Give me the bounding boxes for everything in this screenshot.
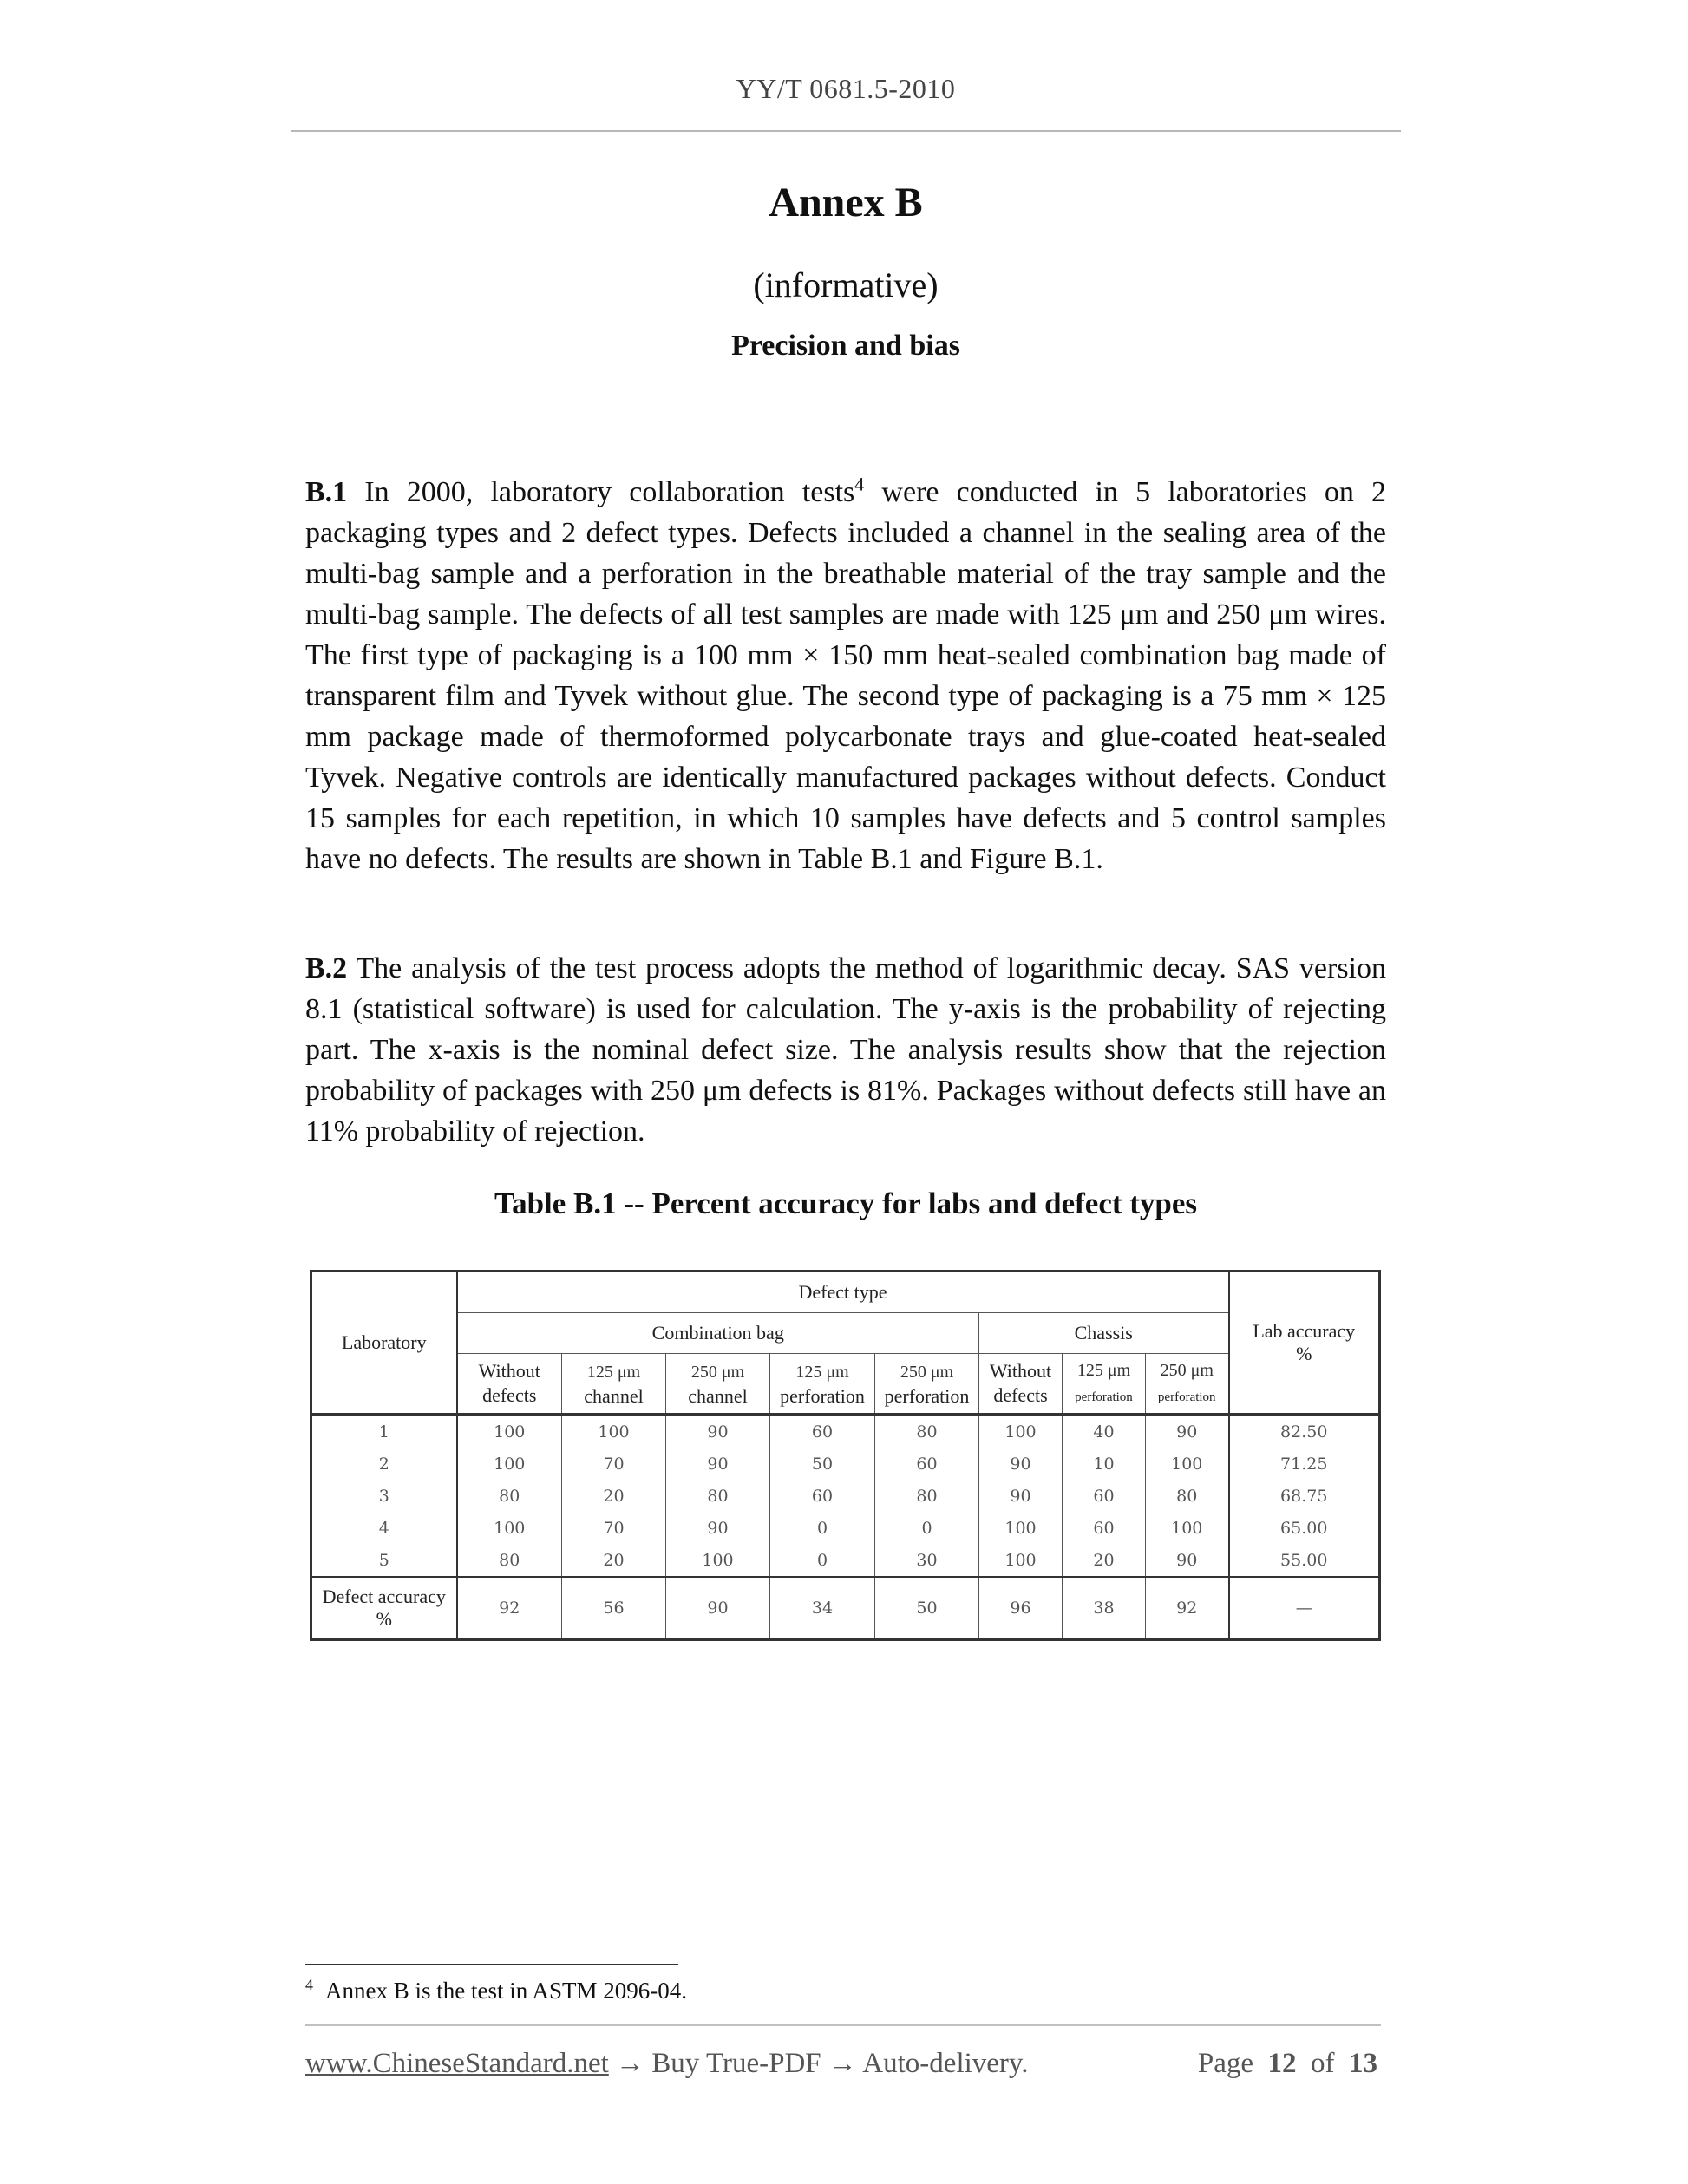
accuracy-cell: 100 bbox=[1146, 1448, 1229, 1480]
footnote bbox=[305, 1978, 687, 2004]
header-cb-250-perforation-size: 250 μm bbox=[900, 1362, 954, 1382]
accuracy-cell: 80 bbox=[875, 1480, 979, 1512]
lab-accuracy-cell: 65.00 bbox=[1229, 1512, 1380, 1544]
lab-number-cell: 2 bbox=[311, 1448, 457, 1480]
table-row bbox=[311, 1544, 1380, 1577]
defect-accuracy-cell: 50 bbox=[875, 1577, 979, 1640]
header-laboratory: Laboratory bbox=[311, 1272, 457, 1415]
lab-accuracy-cell: 68.75 bbox=[1229, 1480, 1380, 1512]
lab-number-cell: 4 bbox=[311, 1512, 457, 1544]
lab-accuracy-cell: 55.00 bbox=[1229, 1544, 1380, 1577]
accuracy-cell: 0 bbox=[875, 1512, 979, 1544]
header-cb-250-perforation bbox=[875, 1354, 979, 1415]
accuracy-cell: 80 bbox=[499, 1486, 520, 1506]
accuracy-cell: 90 bbox=[979, 1480, 1063, 1512]
header-cb-250-channel-size: 250 μm bbox=[690, 1362, 745, 1382]
header-cb-250-channel bbox=[666, 1354, 770, 1415]
defect-accuracy-cell: 92 bbox=[1146, 1577, 1229, 1640]
header-lab-accuracy-label: Lab accuracy bbox=[1253, 1320, 1356, 1342]
section-b1-text-start: In 2000, laboratory collaboration tests bbox=[347, 476, 855, 508]
of-label: of bbox=[1311, 2048, 1335, 2079]
page-number: 12 bbox=[1267, 2048, 1297, 2079]
accuracy-cell: 0 bbox=[770, 1544, 875, 1577]
defect-accuracy-cell: 34 bbox=[770, 1577, 875, 1640]
footer-promo-text: → Buy True-PDF → Auto-delivery. bbox=[608, 2048, 1029, 2079]
accuracy-cell: 20 bbox=[562, 1544, 666, 1577]
header-cb-250-channel-type: channel bbox=[688, 1384, 748, 1407]
section-b2-paragraph bbox=[305, 948, 1386, 1152]
accuracy-cell: 100 bbox=[494, 1518, 526, 1538]
header-divider bbox=[291, 130, 1401, 132]
defect-accuracy-cell: 92 bbox=[457, 1577, 562, 1640]
annex-title: Annex B bbox=[769, 180, 923, 226]
section-b1-paragraph bbox=[305, 472, 1386, 879]
header-ch-without-defects bbox=[979, 1354, 1063, 1415]
header-combination-bag: Combination bag bbox=[457, 1313, 979, 1354]
accuracy-cell: 90 bbox=[666, 1512, 770, 1544]
accuracy-cell: 100 bbox=[1146, 1512, 1229, 1544]
page-total: 13 bbox=[1349, 2048, 1377, 2079]
defect-accuracy-label-l1: Defect accuracy bbox=[322, 1586, 446, 1607]
accuracy-cell: 40 bbox=[1063, 1415, 1146, 1448]
header-chassis: Chassis bbox=[979, 1313, 1229, 1354]
header-ch-250-perforation bbox=[1146, 1354, 1229, 1415]
lab-accuracy-cell: 71.25 bbox=[1229, 1448, 1380, 1480]
accuracy-cell: 80 bbox=[875, 1415, 979, 1448]
footnote-reference: 4 bbox=[854, 473, 865, 495]
document-id-header: YY/T 0681.5-2010 bbox=[736, 73, 956, 104]
accuracy-cell: 90 bbox=[1146, 1415, 1229, 1448]
accuracy-cell: 100 bbox=[979, 1415, 1063, 1448]
header-lab-accuracy bbox=[1229, 1272, 1380, 1415]
lab-number-cell: 1 bbox=[311, 1415, 457, 1448]
annex-heading: Precision and bias bbox=[731, 330, 960, 362]
footer-divider bbox=[305, 2024, 1381, 2026]
section-b2-number: B.2 bbox=[305, 952, 348, 984]
defect-accuracy-cell: 96 bbox=[979, 1577, 1063, 1640]
defect-accuracy-cell: 38 bbox=[1063, 1577, 1146, 1640]
table-row bbox=[311, 1415, 1380, 1448]
lab-accuracy-cell: 82.50 bbox=[1229, 1415, 1380, 1448]
header-lab-accuracy-unit: % bbox=[1296, 1343, 1312, 1364]
header-cb-without-defects bbox=[457, 1354, 562, 1415]
defect-accuracy-cell: 90 bbox=[666, 1577, 770, 1640]
accuracy-cell: 30 bbox=[875, 1544, 979, 1577]
accuracy-cell: 0 bbox=[770, 1512, 875, 1544]
accuracy-cell: 100 bbox=[666, 1544, 770, 1577]
table-body bbox=[311, 1415, 1380, 1578]
accuracy-cell: 60 bbox=[770, 1415, 875, 1448]
header-ch-125-perforation-type: perforation bbox=[1075, 1390, 1133, 1404]
footer-promo bbox=[305, 2048, 1029, 2080]
annex-subtitle: (informative) bbox=[753, 265, 939, 304]
footnote-text: Annex B is the test in ASTM 2096-04. bbox=[325, 1978, 687, 2004]
accuracy-table bbox=[310, 1270, 1381, 1641]
accuracy-cell: 60 bbox=[875, 1448, 979, 1480]
header-cb-125-perforation-type: perforation bbox=[780, 1384, 865, 1407]
accuracy-cell: 90 bbox=[1146, 1544, 1229, 1577]
lab-number-cell: 3 bbox=[311, 1480, 457, 1512]
page-label: Page bbox=[1197, 2048, 1253, 2079]
site-link[interactable]: www.ChineseStandard.net bbox=[305, 2048, 609, 2079]
accuracy-cell: 50 bbox=[770, 1448, 875, 1480]
accuracy-cell: 100 bbox=[562, 1415, 666, 1448]
header-cb-125-perforation-size: 125 μm bbox=[795, 1362, 849, 1382]
accuracy-table-container bbox=[310, 1270, 1378, 1641]
table-row bbox=[311, 1480, 1380, 1512]
page-indicator bbox=[1198, 2048, 1377, 2080]
accuracy-cell: 80 bbox=[666, 1480, 770, 1512]
accuracy-cell: 100 bbox=[494, 1454, 526, 1474]
section-b1-number: B.1 bbox=[305, 476, 348, 508]
header-cb-250-perforation-type: perforation bbox=[884, 1384, 970, 1407]
table-row bbox=[311, 1448, 1380, 1480]
header-cb-125-perforation bbox=[770, 1354, 875, 1415]
accuracy-cell: 100 bbox=[979, 1544, 1063, 1577]
footnote-divider bbox=[305, 1964, 678, 1965]
accuracy-cell: 90 bbox=[666, 1448, 770, 1480]
defect-accuracy-label-l2: % bbox=[376, 1608, 392, 1630]
section-b1-text-end: were conducted in 5 laboratories on 2 packaging types and 2 defect types. Defects included a channel in the sealing area of the multi-bag sample and a perforation in the breathable material of the tray sample and the multi-bag sample. The defects of all test samples are made with 125 μm and 250 μm wires. The first type of packaging is a 100 mm × 150 mm heat-sealed combination bag made of transparent film and Tyvek without glue. The second type of packaging is a 75 mm × 125 mm package made of thermoformed polycarbonate trays and glue-coated heat-sealed Tyvek. Negative controls are identically manufactured packages without defects. Conduct 15 samples for each repetition, in which 10 samples have defects and 5 control samples have no defects. The results are shown in Table B.1 and Figure B.1. bbox=[305, 476, 1386, 875]
header-ch-250-perforation-type: perforation bbox=[1157, 1390, 1216, 1404]
accuracy-cell: 80 bbox=[499, 1550, 520, 1570]
accuracy-cell: 90 bbox=[979, 1448, 1063, 1480]
accuracy-cell: 60 bbox=[770, 1480, 875, 1512]
table-caption: Table B.1 -- Percent accuracy for labs and defect types bbox=[494, 1187, 1198, 1220]
accuracy-cell: 100 bbox=[979, 1512, 1063, 1544]
header-cb-without-l2: defects bbox=[482, 1384, 537, 1406]
footnote-mark: 4 bbox=[305, 1976, 313, 1993]
header-ch-250-perforation-size: 250 μm bbox=[1160, 1361, 1214, 1380]
header-cb-without-l1: Without bbox=[478, 1360, 540, 1382]
header-ch-125-perforation-size: 125 μm bbox=[1076, 1361, 1131, 1380]
accuracy-cell: 20 bbox=[1063, 1544, 1146, 1577]
section-b2-text: The analysis of the test process adopts the method of logarithmic decay. SAS version 8.1 (statistical software) is used for calculation. The y-axis is the probability of rejecting part. The x-axis is the nominal defect size. The analysis results show that the rejection probability of packages with 250 μm defects is 81%. Packages without defects still have an 11% probability of rejection. bbox=[305, 952, 1386, 1148]
header-ch-without-l1: Without bbox=[989, 1360, 1052, 1382]
table-row bbox=[311, 1512, 1380, 1544]
accuracy-cell: 20 bbox=[562, 1480, 666, 1512]
lab-number-cell: 5 bbox=[311, 1544, 457, 1577]
accuracy-cell: 70 bbox=[562, 1512, 666, 1544]
header-ch-125-perforation bbox=[1063, 1354, 1146, 1415]
defect-accuracy-cell: 56 bbox=[562, 1577, 666, 1640]
header-cb-125-channel-size: 125 μm bbox=[586, 1362, 641, 1382]
header-cb-125-channel bbox=[562, 1354, 666, 1415]
defect-accuracy-label bbox=[311, 1577, 457, 1640]
defect-accuracy-dash-cell: — bbox=[1229, 1577, 1380, 1640]
accuracy-cell: 100 bbox=[494, 1422, 526, 1442]
header-defect-type: Defect type bbox=[798, 1281, 887, 1303]
accuracy-cell: 90 bbox=[666, 1415, 770, 1448]
defect-accuracy-row bbox=[311, 1577, 1380, 1640]
header-cb-125-channel-type: channel bbox=[584, 1384, 644, 1407]
accuracy-cell: 60 bbox=[1063, 1512, 1146, 1544]
accuracy-cell: 80 bbox=[1146, 1480, 1229, 1512]
accuracy-cell: 60 bbox=[1063, 1480, 1146, 1512]
accuracy-cell: 70 bbox=[562, 1448, 666, 1480]
accuracy-cell: 10 bbox=[1063, 1448, 1146, 1480]
header-ch-without-l2: defects bbox=[993, 1384, 1048, 1406]
